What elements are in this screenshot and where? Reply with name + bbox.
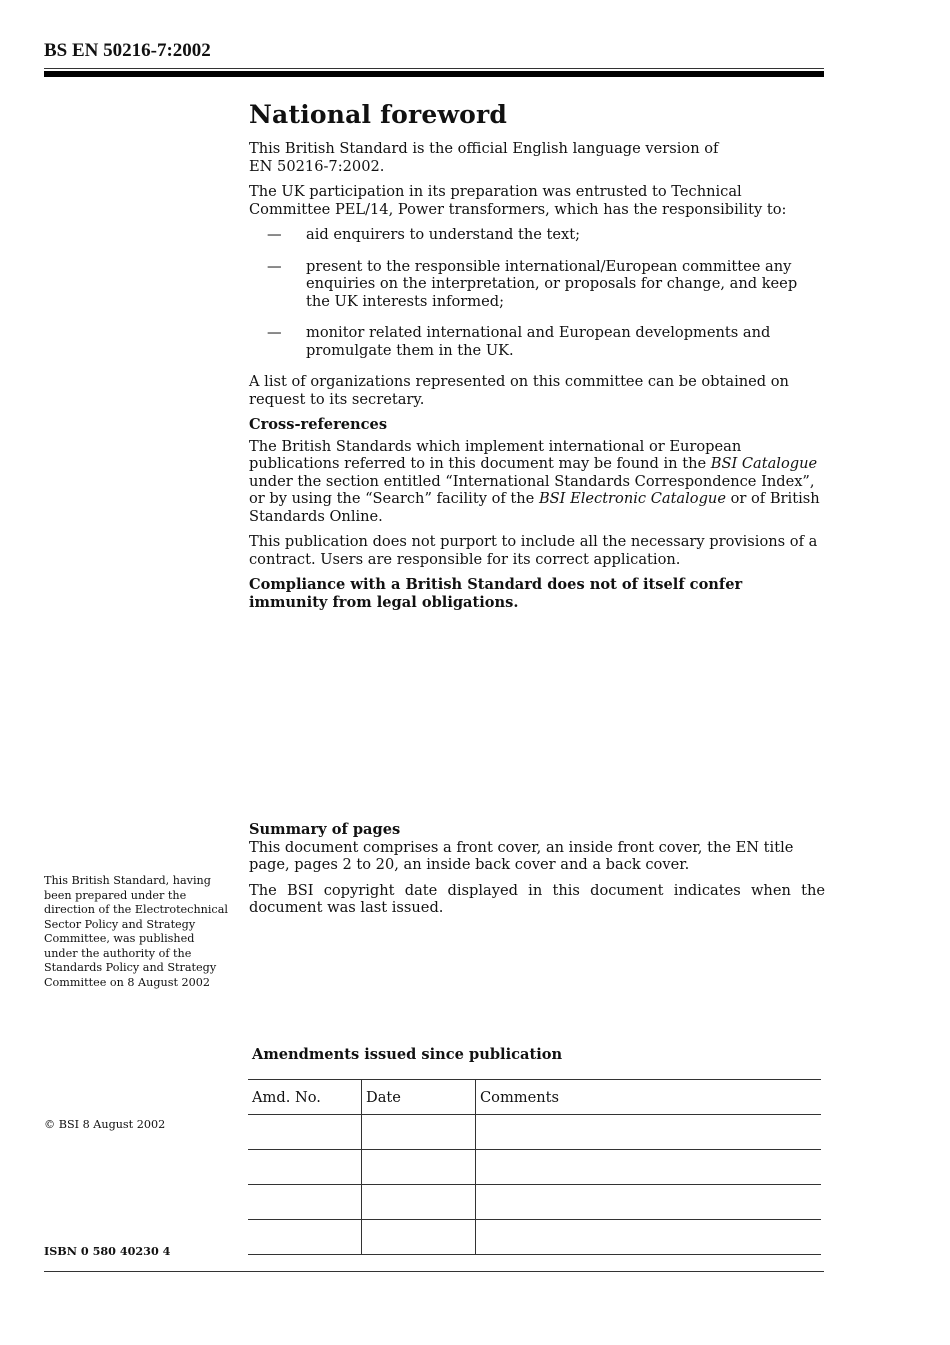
list-item [249, 226, 825, 244]
crossref-text [249, 438, 825, 526]
table-row [248, 1150, 821, 1185]
table-row [248, 1220, 821, 1255]
list-dash: — [267, 226, 282, 243]
copyright-date-note: The BSI copyright date displayed in this document indicates when the document was last issued. [249, 881, 825, 916]
isbn: ISBN 0 580 40230 4 [44, 1244, 171, 1258]
list-dash: — [267, 324, 282, 341]
header-rule-thin [44, 68, 824, 69]
list-item [249, 324, 825, 359]
column-header-comments: Comments [476, 1080, 822, 1115]
list-item-text: present to the responsible international/European committee any enquiries on the interpretation, or proposals for change, and keep the UK interests informed; [306, 257, 798, 310]
compliance-notice: Compliance with a British Standard does not of itself confer immunity from legal obligations. [249, 576, 743, 611]
amendments-title: Amendments issued since publication [252, 1046, 563, 1063]
header-rule-thick [44, 71, 824, 77]
crossref-text-3: or of British Standards Online. [249, 490, 820, 525]
summary-text: This document comprises a front cover, an inside front cover, the EN title page, pages 2 to 20, an inside back cover and a back cover. [249, 838, 794, 873]
bsi-catalogue-ref: BSI Catalogue [710, 455, 818, 472]
foreword-para-4: This publication does not purport to include all the necessary provisions of a contract. Users are responsible for its correct application. [249, 533, 818, 568]
list-item-text: aid enquirers to understand the text; [306, 226, 581, 243]
copyright-line: © BSI 8 August 2002 [44, 1118, 166, 1131]
list-item-text: monitor related international and European developments and promulgate them in the UK. [306, 324, 771, 359]
table-row [248, 1115, 821, 1150]
column-header-amd-no: Amd. No. [248, 1080, 362, 1115]
foreword-para-2: The UK participation in its preparation was entrusted to Technical Committee PEL/14, Power transformers, which has the responsibility to: [249, 183, 787, 218]
responsibility-list [249, 226, 825, 359]
column-header-date: Date [362, 1080, 476, 1115]
table-row [248, 1185, 821, 1220]
footer-rule [44, 1271, 824, 1272]
summary-heading: Summary of pages [249, 821, 401, 838]
page-title: National foreword [249, 100, 508, 129]
bsi-electronic-catalogue-ref: BSI Electronic Catalogue [538, 490, 726, 507]
crossref-heading: Cross-references [249, 416, 388, 433]
document-id: BS EN 50216-7:2002 [44, 40, 211, 61]
foreword-para-3: A list of organizations represented on this committee can be obtained on request to its secretary. [249, 373, 789, 408]
foreword-body [249, 140, 825, 611]
table-header-row [248, 1080, 821, 1115]
publication-authority-note: This British Standard, having been prepared under the direction of the Electrotechnical Sector Policy and Strategy Committee, was published under the authority of the Standards Policy and Strategy Committee on 8 August 2002 [44, 874, 228, 989]
crossref-text-1: The British Standards which implement international or European publications referred to in this document may be found in the [249, 437, 742, 472]
summary-of-pages [249, 821, 825, 917]
list-dash: — [267, 257, 282, 275]
foreword-para-1: This British Standard is the official English language version of EN 50216-7:2002. [249, 140, 719, 175]
list-item [249, 258, 825, 311]
amendments-table [248, 1079, 821, 1255]
crossref-text-2: under the section entitled “International Standards Correspondence Index”, or by using the “Search” facility of the [249, 472, 815, 507]
